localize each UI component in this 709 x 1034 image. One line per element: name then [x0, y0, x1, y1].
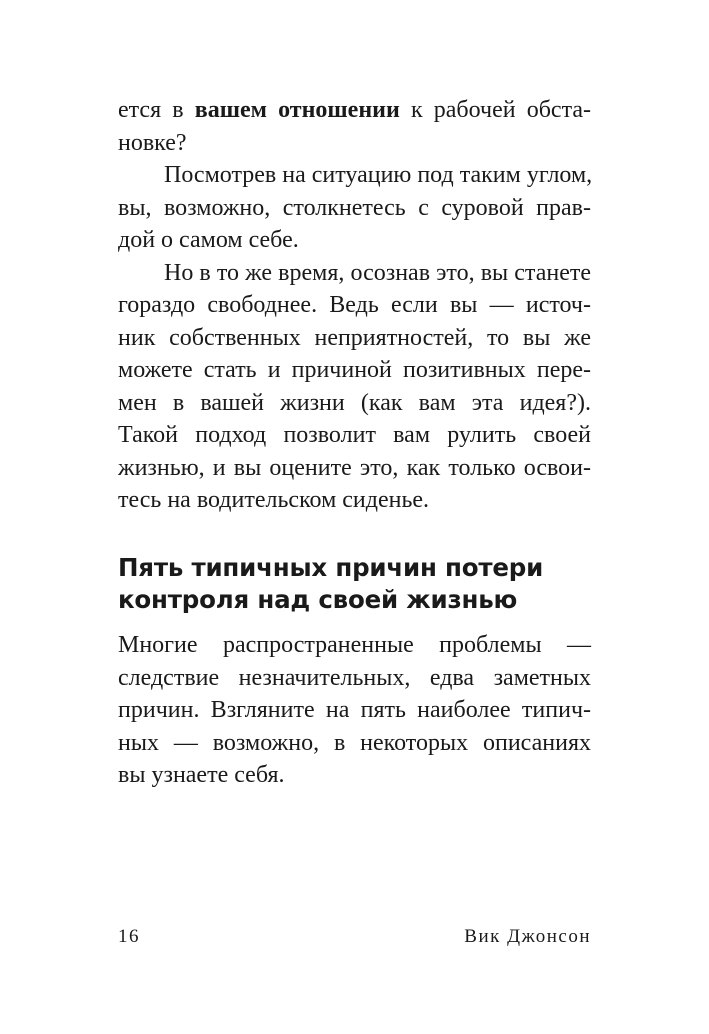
- body-text-section: [118, 629, 591, 792]
- page-number: 16: [118, 926, 140, 947]
- heading-line: Пять типичных причин потери: [118, 553, 544, 582]
- paragraph-line: Многие распространенные проблемы —: [118, 632, 591, 658]
- paragraph-line: ных — возможно, в некоторых описаниях: [118, 729, 591, 756]
- paragraph-line: дой о самом себе.: [118, 227, 299, 253]
- paragraph-line: вы узнаете себя.: [118, 762, 285, 788]
- paragraph-line: тесь на водительском сиденье.: [118, 487, 430, 513]
- paragraph-line: ник собственных неприятностей, то вы же: [118, 324, 591, 351]
- paragraph-line: Такой подход позволит вам рулить своей: [118, 422, 591, 448]
- paragraph-line: новке?: [118, 129, 187, 156]
- paragraph-line: ется в вашем отношении к рабочей обста-: [118, 97, 591, 123]
- paragraph-line: жизнью, и вы оцените это, как только освои-: [118, 454, 591, 481]
- paragraph-line: причин. Взгляните на пять наиболее типич-: [118, 697, 591, 723]
- paragraph-line: Но в то же время, осознав это, вы станете: [164, 259, 591, 286]
- running-footer-author: Вик Джонсон: [464, 926, 591, 947]
- heading-line: контроля над своей жизнью: [118, 585, 518, 614]
- body-text-top: [118, 94, 591, 517]
- paragraph-line: вы, возможно, столкнетесь с суровой прав-: [118, 194, 591, 221]
- paragraph-line: следствие незначительных, едва заметных: [118, 664, 591, 691]
- section-heading: [118, 552, 591, 616]
- paragraph-line: гораздо свободнее. Ведь если вы — источ-: [118, 292, 591, 318]
- paragraph-line: мен в вашей жизни (как вам эта идея?).: [118, 389, 591, 416]
- paragraph-line: можете стать и причиной позитивных пере-: [118, 357, 591, 383]
- paragraph-line: Посмотрев на ситуацию под таким углом,: [164, 162, 593, 188]
- emphasis-text: вашем отношении: [194, 97, 400, 123]
